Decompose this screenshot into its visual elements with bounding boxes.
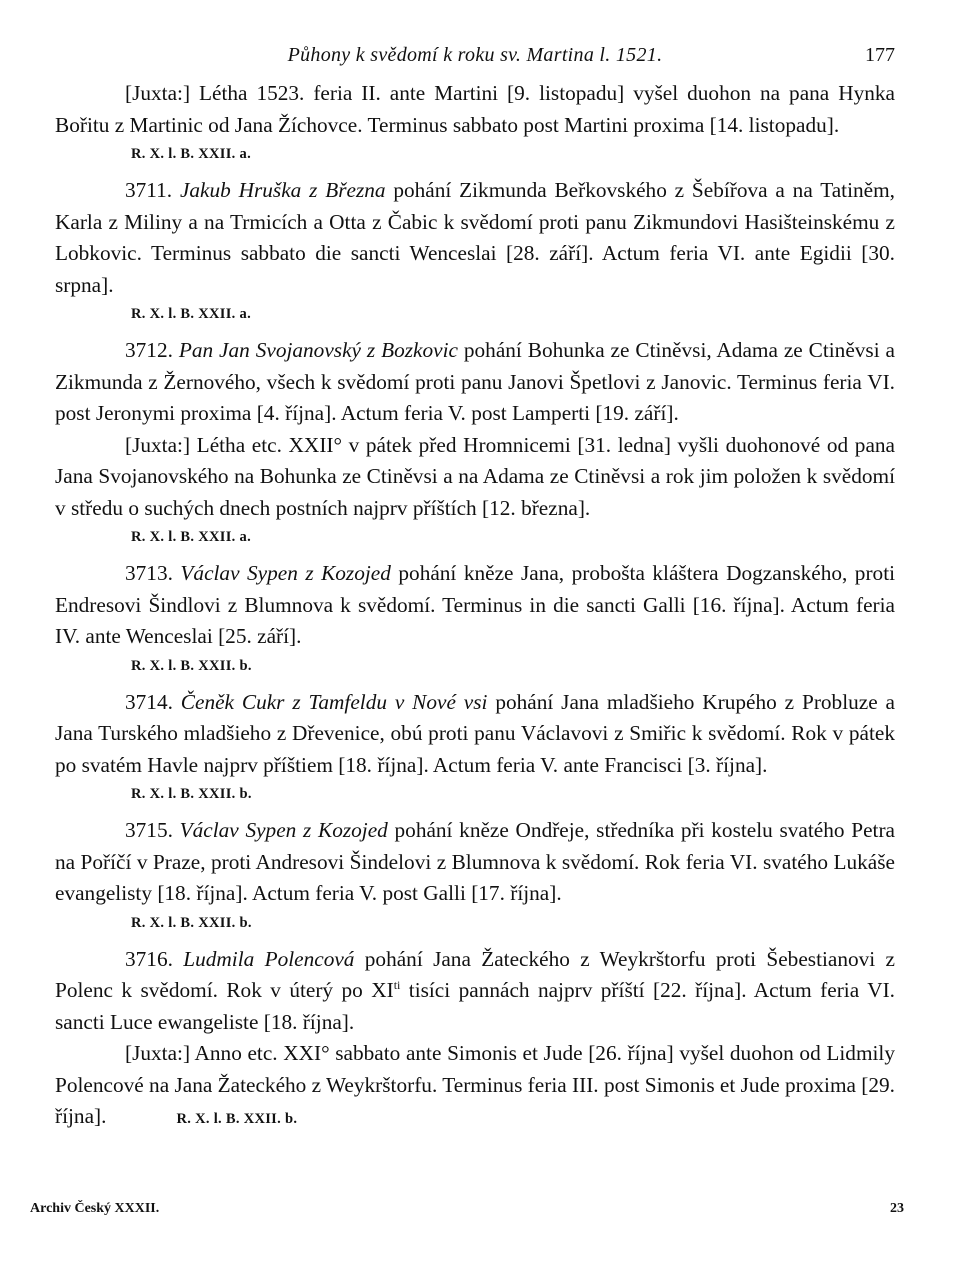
entry-name: Jakub Hruška z Března (179, 178, 386, 202)
running-title: Půhony k svědomí k roku sv. Martina l. 1521. (287, 44, 663, 66)
entry-number: 3716. (125, 946, 173, 971)
archive-reference: R. X. l. B. XXII. a. (131, 146, 251, 162)
entry-text: pohání Jana Žateckého z Weykrštorfu proti Šebestianovi z Polenc k svědomí. Rok v úterý po XI (55, 946, 895, 1002)
footer-sheet-number: 23 (890, 1201, 904, 1216)
entry-3714 (55, 687, 895, 782)
entry-number: 3711. (125, 178, 173, 202)
entry-3713 (55, 558, 895, 653)
entry-text: pohání kněze Jana, probošta kláštera Dogzanského, proti Endresovi Šindlovi z Blumnova k svědomí. Terminus in die sancti Galli [16. října]. Actum feria IV. ante Wenceslai [25. září]. (55, 561, 896, 648)
entry-name: Čeněk Cukr z Tamfeldu v Nové vsi (180, 689, 488, 714)
entry-3712 (55, 335, 895, 430)
juxta-note (55, 1038, 895, 1136)
superscript: ti (393, 977, 401, 992)
entry-text: pohání Zikmunda Beřkovského z Šebířova a na Tatiněm, Karla z Miliny a na Trmicích a Otta z Čabic k svědomí proti panu Zikmundovi Hasišteinskému z Lobkovic. Terminus sabbato die sancti Wenceslai [28. září]. Actum feria VI. ante Egidii [30. srpna]. (55, 178, 895, 297)
page-number: 177 (865, 44, 895, 66)
archive-reference: R. X. l. B. XXII. b. (176, 1111, 298, 1127)
intro-paragraph: [Juxta:] Létha 1523. feria II. ante Martini [9. listopadu] vyšel duohon na pana Hynka Bořitu z Martinic od Jana Žíchovce. Terminus sabbato post Martini proxima [14. listopadu]. (55, 81, 895, 137)
entry-text: pohání Jana mladšieho Krupého z Probluze a Jana Turského mladšieho z Dřevenice, obú proti panu Václavovi z Smiřic k svědomí. Rok v pátek po svatém Havle najprv příštiem [18. října]. Actum feria V. ante Francisci [3. října]. (55, 689, 895, 777)
entry-name: Václav Sypen z Kozojed (179, 818, 388, 842)
entry-text-continued: tisíci pannách najprv příští [22. října]. Actum feria VI. sancti Luce ewangeliste [18. října]. (55, 978, 895, 1034)
entry-number: 3713. (125, 561, 173, 585)
entry-3711 (55, 175, 895, 301)
archive-reference: R. X. l. B. XXII. b. (131, 786, 252, 802)
archive-reference: R. X. l. B. XXII. a. (131, 306, 251, 322)
entry-number: 3714. (125, 689, 173, 714)
running-head (55, 44, 895, 78)
juxta-text: [Juxta:] Anno etc. XXI° sabbato ante Simonis et Jude [26. října] vyšel duohon od Lidmily Polencové na Jana Žateckého z Weykrštorfu. Terminus feria III. post Simonis et Jude proxima [29. října]. (55, 1041, 895, 1128)
archive-reference: R. X. l. B. XXII. b. (131, 914, 252, 931)
document-page (55, 44, 895, 1136)
entry-name: Ludmila Polencová (183, 946, 355, 971)
entry-number: 3715. (125, 818, 173, 842)
footer-signature: Archiv Český XXXII. (30, 1201, 160, 1216)
entry-name: Pan Jan Svojanovský z Bozkovic (178, 338, 458, 362)
entry-text: pohání kněze Ondřeje, středníka při kostelu svatého Petra na Poříčí v Praze, proti Andresovi Šindelovi z Blumnova k svědomí. Rok feria VI. svatého Lukáše evangelisty [18. října]. Actum feria V. post Galli [17. října]. (55, 818, 896, 905)
archive-reference: R. X. l. B. XXII. b. (131, 657, 252, 674)
entry-3716 (55, 944, 895, 1039)
entry-name: Václav Sypen z Kozojed (180, 561, 391, 585)
juxta-note: [Juxta:] Létha etc. XXII° v pátek před Hromnicemi [31. ledna] vyšli duohonové od pana Jana Svojanovského na Bohunka ze Ctiněvsi a na Adama ze Ctiněvsi a rok jim položen k svědomí v středu o suchých dnech postních najprv příštích [12. března]. (55, 432, 895, 520)
entry-3715 (55, 815, 895, 910)
page-footer (0, 1201, 960, 1225)
archive-reference: R. X. l. B. XXII. a. (131, 529, 251, 545)
entry-text: pohání Bohunka ze Ctiněvsi, Adama ze Ctiněvsi a Zikmunda z Žernového, všech k svědomí proti panu Janovi Špetlovi z Janovic. Terminus feria VI. post Jeronymi proxima [4. října]. Actum feria V. post Lamperti [19. září]. (55, 338, 896, 425)
entry-number: 3712. (125, 338, 173, 362)
